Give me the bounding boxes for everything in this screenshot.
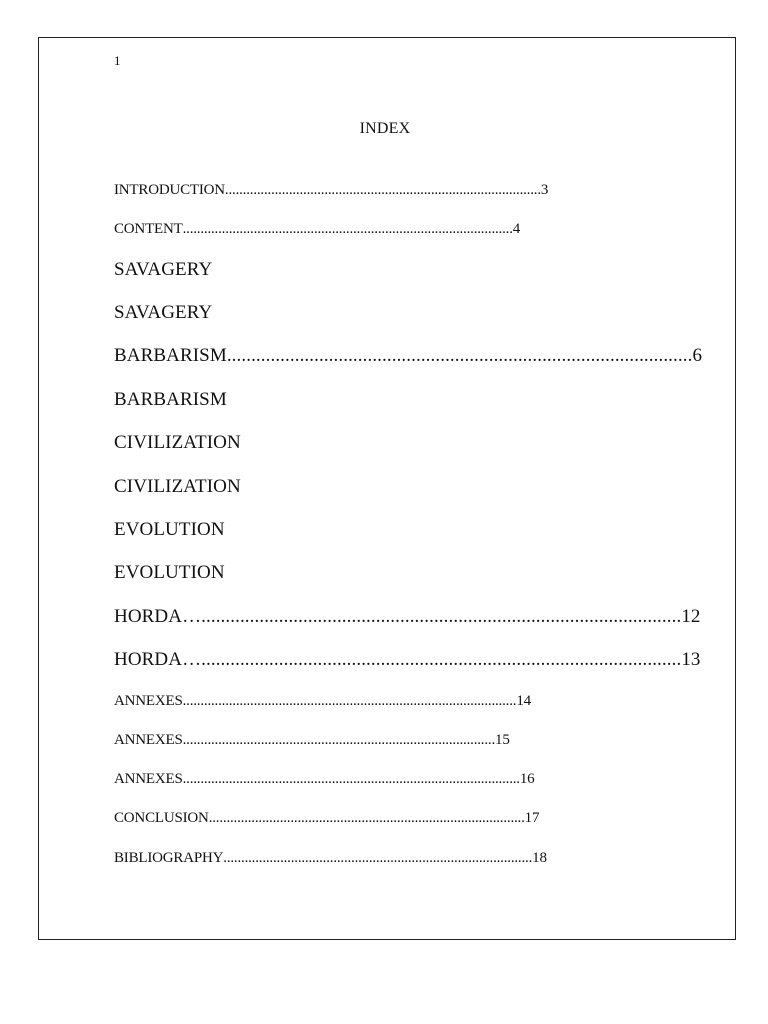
toc-entry-savagery xyxy=(114,259,212,281)
toc-entry-civilization xyxy=(114,432,241,454)
toc-entry-label: CIVILIZATION xyxy=(114,432,241,453)
toc-entry-annexes xyxy=(114,731,622,749)
toc-entry-page-number: 3 xyxy=(540,182,549,198)
toc-entry-page-number: 6 xyxy=(692,345,703,366)
toc-entry-evolution xyxy=(114,519,225,541)
toc-entry-barbarism xyxy=(114,389,227,411)
toc-entry-label: CONCLUSION xyxy=(114,810,209,826)
toc-entry-conclusion xyxy=(114,809,654,827)
toc-entry-label: HORDA xyxy=(114,649,183,670)
toc-entry-content xyxy=(114,220,624,238)
toc-entry-label: SAVAGERY xyxy=(114,302,213,323)
toc-entry-label: EVOLUTION xyxy=(114,519,225,540)
toc-entry-label: BARBARISM xyxy=(114,345,227,366)
toc-entry-leader: .............................................................................................. xyxy=(182,693,517,709)
toc-entry-page-number: 13 xyxy=(681,649,701,670)
toc-entry-label: CONTENT xyxy=(114,221,183,237)
toc-entry-leader: ......................................................................................... xyxy=(224,182,541,198)
toc-entry-page-number: 16 xyxy=(519,771,535,787)
index-heading: INDEX xyxy=(359,120,411,137)
toc-entry-savagery xyxy=(114,302,212,324)
toc-entry-label: INTRODUCTION xyxy=(114,182,225,198)
toc-entry-label: SAVAGERY xyxy=(114,259,213,280)
toc-entry-horda xyxy=(114,606,712,628)
toc-entry-evolution xyxy=(114,562,225,584)
toc-entry-label: BARBARISM xyxy=(114,389,227,410)
toc-entry-label: ANNEXES xyxy=(114,732,183,748)
toc-entry-page-number: 17 xyxy=(524,810,540,826)
toc-entry-annexes xyxy=(114,692,660,710)
toc-entry-page-number: 18 xyxy=(532,850,547,866)
toc-entry-civilization xyxy=(114,476,241,498)
toc-entry-leader: …................................................................................................... xyxy=(182,606,682,627)
page-number: 1 xyxy=(114,53,121,68)
toc-entry-leader: …................................................................................................... xyxy=(182,649,682,670)
toc-entry-leader: ................................................................................................ xyxy=(226,345,693,366)
toc-entry-label: BIBLIOGRAPHY xyxy=(114,850,224,866)
toc-entry-label: ANNEXES xyxy=(114,771,183,787)
toc-entry-leader: ............................................................................................... xyxy=(182,771,520,787)
toc-entry-page-number: 12 xyxy=(681,606,701,627)
toc-entry-leader: ............................................................................................. xyxy=(182,221,513,237)
toc-entry-leader: ......................................................................................... xyxy=(208,810,525,826)
toc-entry-label: HORDA xyxy=(114,606,183,627)
toc-entry-page-number: 14 xyxy=(516,693,531,709)
toc-entry-label: ANNEXES xyxy=(114,693,183,709)
toc-entry-horda xyxy=(114,649,712,671)
toc-entry-bibliography xyxy=(114,849,655,867)
toc-entry-page-number: 4 xyxy=(512,221,521,237)
toc-entry-page-number: 15 xyxy=(495,732,510,748)
toc-entry-leader: ....................................................................................... xyxy=(223,850,533,866)
toc-entry-label: EVOLUTION xyxy=(114,562,225,583)
toc-entry-leader: ........................................................................................ xyxy=(182,732,496,748)
toc-entry-barbarism xyxy=(114,345,724,367)
toc-entry-annexes xyxy=(114,770,661,788)
toc-entry-label: CIVILIZATION xyxy=(114,476,241,497)
toc-entry-introduction xyxy=(114,181,644,199)
